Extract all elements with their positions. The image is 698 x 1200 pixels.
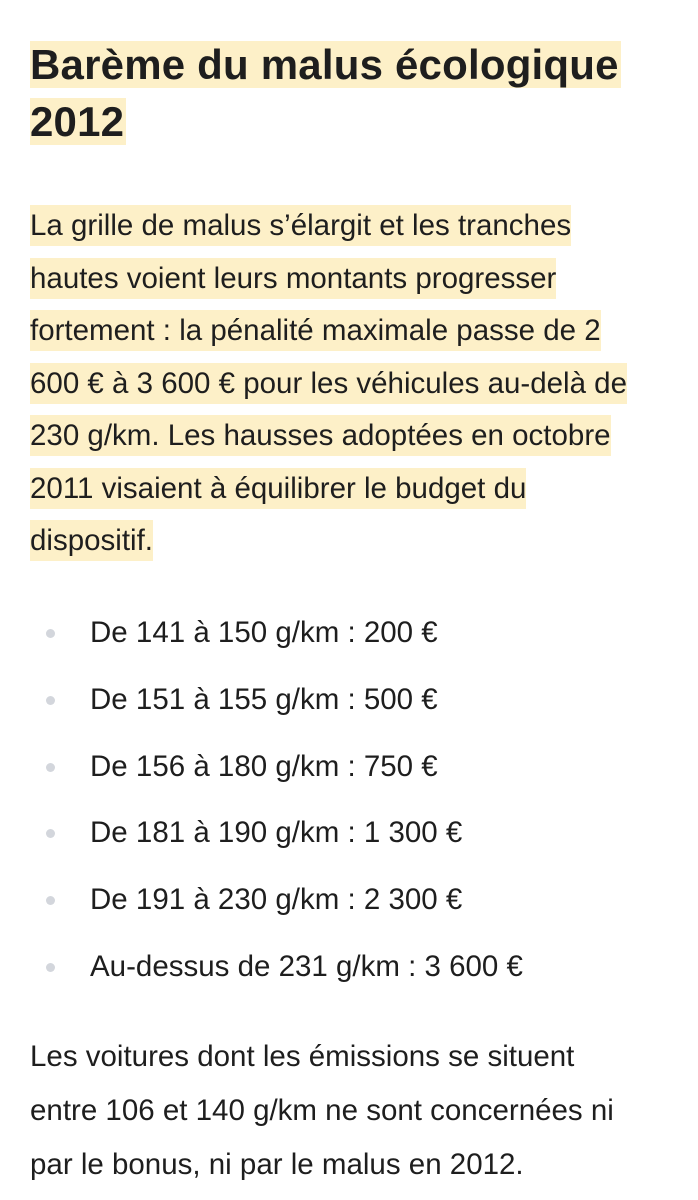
- bullet-icon: [46, 629, 55, 638]
- list-item: [30, 872, 523, 939]
- list-item: [30, 805, 523, 872]
- rate-text: De 181 à 190 g/km : 1 300 €: [90, 816, 463, 850]
- bullet-icon: [46, 896, 55, 905]
- rate-text: De 156 à 180 g/km : 750 €: [90, 749, 438, 783]
- intro-line: 2011 visaient à équilibrer le budget du: [30, 463, 670, 516]
- list-item: [30, 672, 523, 739]
- title-line: 2012: [30, 98, 125, 145]
- article-title: [30, 36, 621, 150]
- bullet-icon: [46, 763, 55, 772]
- bullet-icon: [46, 696, 55, 705]
- bullet-icon: [46, 829, 55, 838]
- rate-text: De 141 à 150 g/km : 200 €: [90, 616, 438, 649]
- list-item: [30, 739, 523, 806]
- list-item: [30, 605, 523, 672]
- closing-paragraph: [30, 1030, 614, 1192]
- intro-line: La grille de malus s’élargit et les tranches: [30, 200, 670, 253]
- closing-line: Les voitures dont les émissions se situent: [30, 1040, 575, 1073]
- intro-line: dispositif.: [30, 515, 670, 568]
- intro-line: hautes voient leurs montants progresser: [30, 253, 670, 306]
- closing-line: entre 106 et 140 g/km ne sont concernées ni: [30, 1094, 614, 1127]
- closing-line: par le bonus, ni par le malus en 2012.: [30, 1148, 524, 1181]
- bullet-icon: [46, 963, 55, 972]
- intro-line: 600 € à 3 600 € pour les véhicules au-delà de: [30, 358, 670, 411]
- intro-paragraph: [30, 200, 670, 568]
- list-item: [30, 939, 523, 1006]
- rate-text: De 151 à 155 g/km : 500 €: [90, 682, 438, 716]
- title-line: Barème du malus écologique: [30, 41, 619, 88]
- rate-text: De 191 à 230 g/km : 2 300 €: [90, 883, 463, 917]
- intro-line: fortement : la pénalité maximale passe de 2: [30, 305, 670, 358]
- malus-rate-list: [30, 605, 523, 1006]
- rate-text: Au-dessus de 231 g/km : 3 600 €: [90, 949, 523, 983]
- intro-line: 230 g/km. Les hausses adoptées en octobre: [30, 410, 670, 463]
